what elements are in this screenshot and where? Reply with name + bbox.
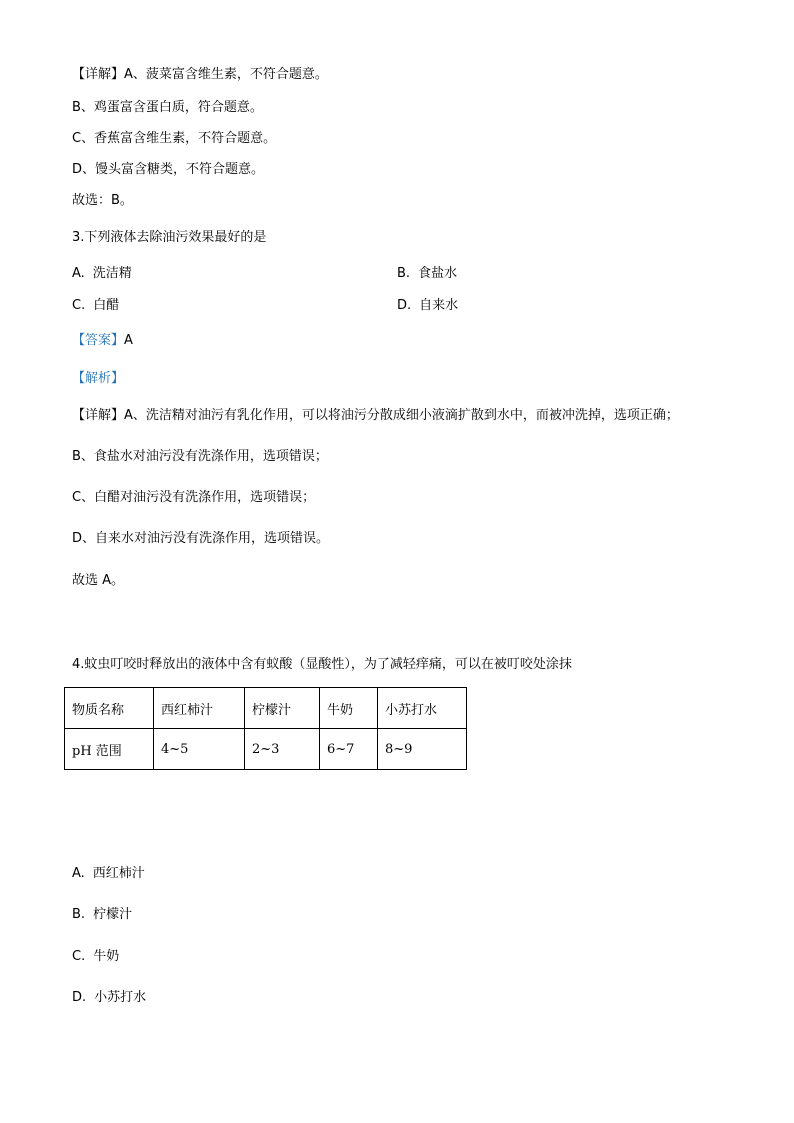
table-header-cell: 西红柿汁 [154,688,245,729]
q3-detail-a-text: A、洗洁精对油污有乳化作用，可以将油污分散成细小液滴扩散到水中，而被冲洗掉，选项正确； [124,408,679,423]
q4-option-c [72,948,119,966]
table-header-cell: 小苏打水 [378,688,467,729]
table-cell: 8~9 [378,729,467,770]
q3-choice: 故选 A。 [72,573,125,588]
option-letter: B. [72,907,86,922]
q3-detail-a [72,407,679,425]
q4-option-b [72,906,132,924]
option-letter: D. [72,990,87,1005]
q3-analysis-label: 【解析】 [72,371,125,386]
q2-detail-tag: 【详解】 [72,67,125,82]
option-text: 白醋 [93,298,120,313]
option-text: 洗洁精 [92,266,132,281]
table-cell: pH 范围 [65,729,154,770]
q2-choice: 故选：B。 [72,193,133,208]
q3-option-c [72,297,119,315]
q2-detail-c: C、香蕉富含维生素，不符合题意。 [72,131,277,146]
option-letter: D. [397,298,412,313]
q2-detail-a [72,66,328,84]
option-text: 柠檬汁 [93,907,133,922]
q3-detail-c: C、白醋对油污没有洗涤作用，选项错误； [72,490,316,505]
option-text: 小苏打水 [94,990,147,1005]
ph-table [64,687,467,770]
table-row [65,729,467,770]
q3-stem: 3.下列液体去除油污效果最好的是 [72,230,267,245]
q3-option-d [397,297,458,315]
q4-option-a [72,865,145,883]
option-letter: A. [72,866,85,881]
q3-analysis-tag [72,370,124,388]
q2-detail-d: D、馒头富含糖类，不符合题意。 [72,162,265,177]
q3-answer-value: A [124,333,133,348]
table-header-cell: 物质名称 [65,688,154,729]
q3-detail-b: B、食盐水对油污没有洗涤作用，选项错误； [72,449,328,464]
option-letter: A. [72,266,85,281]
option-text: 食盐水 [418,266,458,281]
option-text: 西红柿汁 [92,866,145,881]
table-header-cell: 柠檬汁 [245,688,320,729]
q2-detail-a-text: A、菠菜富含维生素，不符合题意。 [124,67,328,82]
table-cell: 4~5 [154,729,245,770]
option-letter: C. [72,298,86,313]
q3-detail-tag: 【详解】 [72,408,125,423]
table-cell: 6~7 [320,729,378,770]
q3-detail-d: D、自来水对油污没有洗涤作用，选项错误。 [72,531,330,546]
q3-answer [72,332,133,350]
table-cell: 2~3 [245,729,320,770]
q4-stem: 4.蚊虫叮咬时释放出的液体中含有蚁酸（显酸性），为了减轻痒痛，可以在被叮咬处涂抹 [72,657,572,672]
q3-option-a [72,265,132,283]
table-row [65,688,467,729]
q3-option-b [397,265,457,283]
table-header-cell: 牛奶 [320,688,378,729]
q4-option-d [72,989,146,1007]
option-text: 自来水 [419,298,459,313]
option-letter: B. [397,266,411,281]
q3-answer-tag: 【答案】 [72,333,125,348]
option-text: 牛奶 [93,949,120,964]
option-letter: C. [72,949,86,964]
q2-detail-b: B、鸡蛋富含蛋白质，符合题意。 [72,100,263,115]
